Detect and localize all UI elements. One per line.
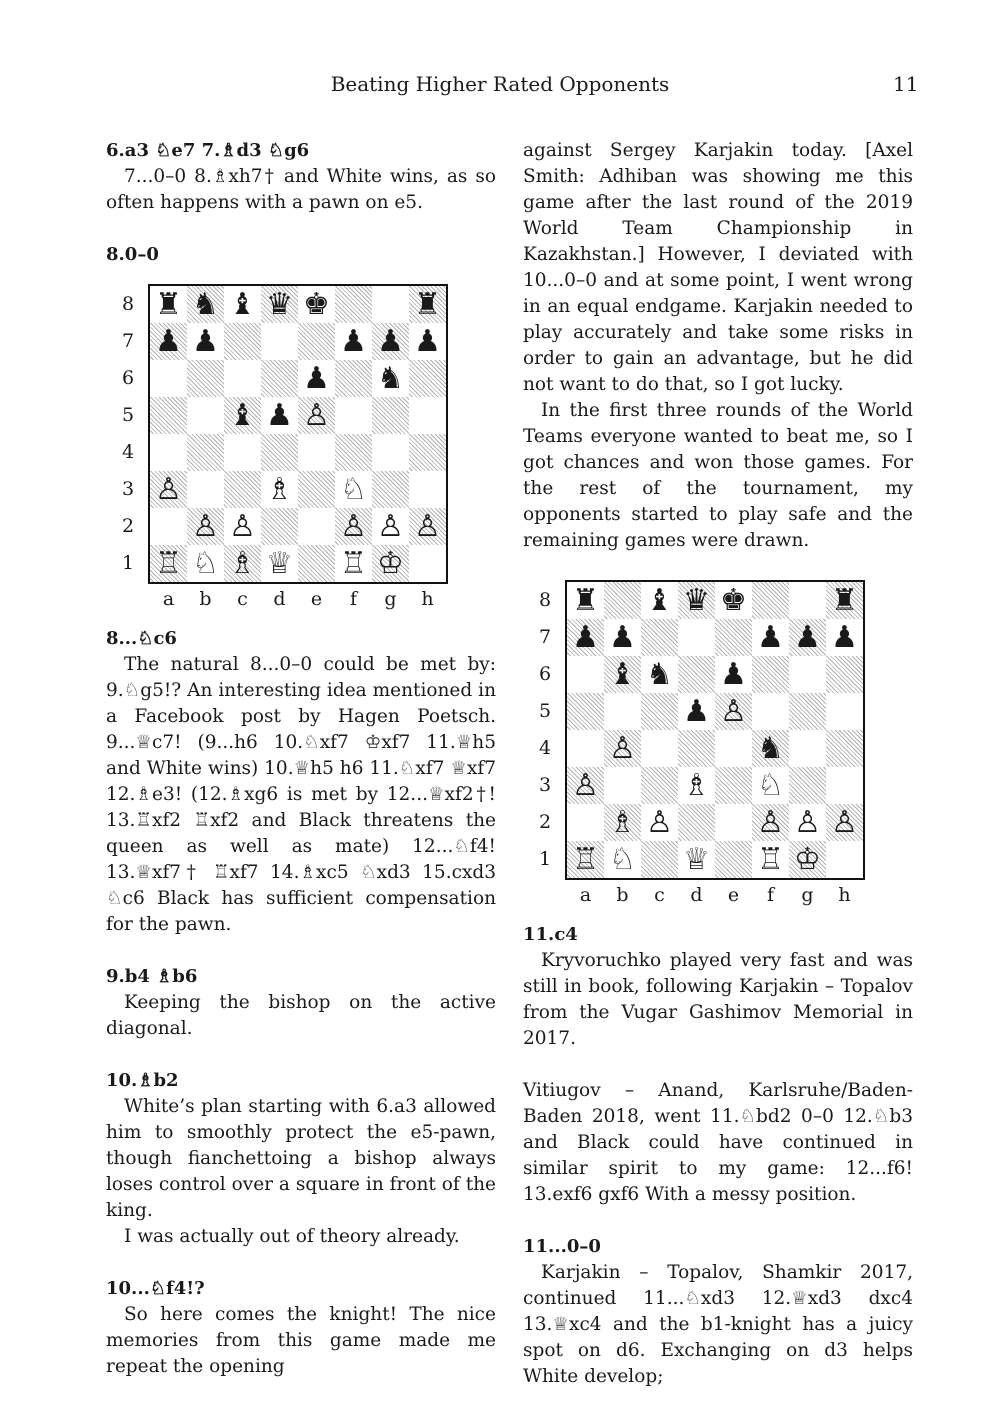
board-square: ♘ (757, 767, 784, 803)
board-square: ♟ (789, 619, 826, 656)
board-square (715, 804, 752, 841)
rank-label: 1 (121, 552, 135, 574)
board-square: ♙ (826, 804, 863, 841)
rank-label: 8 (121, 293, 135, 315)
board-square: ♛ (678, 582, 715, 619)
board-square: ♙ (298, 397, 335, 434)
board-square: ♙ (646, 804, 673, 840)
board-square: ♟ (567, 619, 604, 656)
board-square (641, 693, 678, 730)
board-square (826, 841, 863, 878)
board-square: ♜ (155, 286, 182, 322)
board-square: ♙ (715, 693, 752, 730)
board-square: ♕ (266, 545, 293, 581)
rank-label: 1 (538, 848, 552, 870)
board-square: ♗ (224, 545, 261, 582)
board-square (372, 434, 409, 471)
board-square (567, 730, 604, 767)
board-square: ♙ (409, 508, 446, 545)
board-square (641, 730, 678, 767)
board-square: ♟ (150, 323, 187, 360)
board-square (298, 323, 335, 360)
board-square (298, 471, 335, 508)
rank-label: 3 (538, 774, 552, 796)
board-square: ♞ (187, 286, 224, 323)
board-square (298, 434, 335, 471)
board-square (678, 619, 715, 656)
left-column (106, 138, 496, 1380)
board-square (678, 656, 715, 693)
board-square (224, 434, 261, 471)
board-square (298, 508, 335, 545)
rank-label: 4 (538, 737, 552, 759)
board-square: ♞ (646, 656, 673, 692)
board-square (409, 397, 446, 434)
board-square: ♚ (720, 582, 747, 618)
board-square (715, 619, 752, 656)
file-label: c (237, 588, 248, 610)
board-square (187, 360, 224, 397)
board-square: ♜ (826, 582, 863, 619)
file-label: a (162, 588, 175, 610)
board-square (150, 508, 187, 545)
rank-labels (118, 286, 138, 582)
board-square (641, 767, 678, 804)
file-label: e (727, 884, 740, 906)
board-square (187, 471, 224, 508)
board-square: ♟ (757, 619, 784, 655)
chess-diagram-1 (106, 284, 496, 610)
board-square: ♙ (335, 508, 372, 545)
page-number: 11 (893, 72, 919, 96)
move-heading: 10...♘f4!? (106, 1278, 205, 1299)
board-square (752, 656, 789, 693)
board-square (567, 804, 604, 841)
board-square (826, 730, 863, 767)
paragraph: Keeping the bishop on the active diagonal. (106, 992, 496, 1039)
board-square (789, 656, 826, 693)
board-square (187, 434, 224, 471)
board-square (224, 471, 261, 508)
board-square: ♘ (192, 545, 219, 581)
board-square (789, 767, 826, 804)
file-label: f (766, 884, 775, 906)
file-label: d (273, 588, 286, 610)
rank-label: 5 (121, 404, 135, 426)
board-square (789, 582, 826, 619)
board-square (678, 730, 715, 767)
paragraph: I was actually out of theory already. (124, 1226, 460, 1247)
board-square (261, 508, 298, 545)
file-label: b (616, 884, 629, 906)
board-square (752, 582, 789, 619)
board-square (298, 545, 335, 582)
board-square: ♟ (372, 323, 409, 360)
board-square: ♙ (604, 730, 641, 767)
rank-label: 5 (538, 700, 552, 722)
board-square (604, 693, 641, 730)
paragraph: The natural 8...0–0 could be met by: 9.♘g5!? An interesting idea mentioned in a Facebook post by Hagen Poetsch. 9...♕c7! (9...h6 10.♘xf7 ♔xf7 11.♕h5 and White wins) 10.♕h5 h6 11.♘xf7 ♕xf7 12.♗e3! (12.♗xg6 is met by 12...♕xf2†! 13.♖xf2 ♖xf2 and Black threatens the queen as well as mate) 12...♘f4! 13.♕xf7† ♖xf7 14.♗xc5 ♘xd3 15.cxd3 ♘c6 Black has sufficient compensation for the pawn. (106, 654, 496, 935)
file-label: c (654, 884, 665, 906)
board-square: ♟ (192, 323, 219, 359)
paragraph: Kryvoruchko played very fast and was still in book, following Karjakin – Topalov from the Vugar Gashimov Memorial in 2017. (523, 950, 913, 1049)
file-labels (567, 884, 913, 906)
board-square (372, 286, 409, 323)
move-heading: 11...0–0 (523, 1236, 601, 1257)
board-square (826, 656, 863, 693)
board-square (715, 841, 752, 878)
board-square: ♗ (604, 804, 641, 841)
rank-label: 7 (121, 330, 135, 352)
board-square (335, 397, 372, 434)
paragraph: So here comes the knight! The nice memories from this game made me repeat the opening (106, 1304, 496, 1377)
board-square (261, 323, 298, 360)
rank-label: 6 (121, 367, 135, 389)
board-square: ♗ (266, 471, 293, 507)
move-heading: 8.0–0 (106, 244, 159, 265)
board-square (224, 360, 261, 397)
board-square (409, 360, 446, 397)
board-square: ♖ (340, 545, 367, 581)
board-square (261, 360, 298, 397)
board-square (335, 286, 372, 323)
board-square (604, 582, 641, 619)
file-label: h (421, 588, 434, 610)
board-square (224, 323, 261, 360)
board-square: ♞ (752, 730, 789, 767)
paragraph: Vitiugov – Anand, Karlsruhe/Baden-Baden 2018, went 11.♘bd2 0–0 12.♘b3 and Black could have continued in similar spirit to my game: 12...f6! 13.exf6 gxf6 With a messy position. (523, 1080, 913, 1205)
board-square: ♔ (372, 545, 409, 582)
board-square (409, 471, 446, 508)
move-heading: 6.a3 ♘e7 7.♗d3 ♘g6 (106, 140, 310, 161)
board-square (335, 360, 372, 397)
rank-label: 6 (538, 663, 552, 685)
board-square: ♟ (266, 397, 293, 433)
board-square: ♜ (572, 582, 599, 618)
board-square (752, 693, 789, 730)
file-label: g (801, 884, 814, 906)
paragraph: against Sergey Karjakin today. [Axel Smith: Adhiban was showing me this game after the last round of the 2019 World Team Championship in Kazakhstan.] However, I deviated with 10...0–0 and at some point, I went wrong in an equal endgame. Karjakin needed to play accurately and take some risks in order to gain an advantage, but he did not want to do that, so I got lucky. (523, 140, 913, 395)
move-heading: 8...♘c6 (106, 628, 177, 649)
board-square (372, 397, 409, 434)
board-square: ♟ (683, 693, 710, 729)
board-square: ♟ (340, 323, 367, 359)
board-square: ♝ (229, 286, 256, 322)
board-square: ♝ (604, 656, 641, 693)
board-square: ♟ (720, 656, 747, 692)
chess-diagram-2 (523, 580, 913, 906)
paragraph: 7...0–0 8.♗xh7† and White wins, as so often happens with a pawn on e5. (106, 166, 496, 213)
rank-label: 8 (538, 589, 552, 611)
board-square (261, 434, 298, 471)
board-square: ♙ (229, 508, 256, 544)
board-square (678, 804, 715, 841)
board-square (715, 767, 752, 804)
rank-label: 4 (121, 441, 135, 463)
board-square: ♙ (377, 508, 404, 544)
board-square: ♘ (609, 841, 636, 877)
file-labels (150, 588, 496, 610)
board-square (372, 471, 409, 508)
rank-label: 2 (538, 811, 552, 833)
board-square (335, 434, 372, 471)
board-square: ♙ (567, 767, 604, 804)
board-square (150, 360, 187, 397)
board-square: ♝ (224, 397, 261, 434)
board-square (789, 730, 826, 767)
file-label: a (579, 884, 592, 906)
board-square (641, 619, 678, 656)
board-square (789, 693, 826, 730)
paragraph: White’s plan starting with 6.a3 allowed him to smoothly protect the e5-pawn, though fianchettoing a bishop always loses control over a square in front of the king. (106, 1096, 496, 1221)
board-square: ♟ (831, 619, 858, 655)
file-label: d (690, 884, 703, 906)
board-square (567, 693, 604, 730)
board-square: ♚ (303, 286, 330, 322)
board-square (150, 434, 187, 471)
file-label: e (310, 588, 323, 610)
board-square: ♙ (187, 508, 224, 545)
board-square: ♗ (683, 767, 710, 803)
move-heading: 9.b4 ♗b6 (106, 966, 198, 987)
paragraph: In the first three rounds of the World Teams everyone wanted to beat me, so I got chances and won those games. For the rest of the tournament, my opponents started to play safe and the remaining games were drawn. (523, 400, 913, 551)
rank-label: 7 (538, 626, 552, 648)
right-column (523, 138, 913, 1390)
move-heading: 11.c4 (523, 924, 578, 945)
board-square: ♘ (340, 471, 367, 507)
board-square: ♞ (377, 360, 404, 396)
file-label: g (384, 588, 397, 610)
file-label: b (199, 588, 212, 610)
board-square: ♖ (150, 545, 187, 582)
board-square: ♛ (261, 286, 298, 323)
move-heading: 10.♗b2 (106, 1070, 179, 1091)
paragraph: Karjakin – Topalov, Shamkir 2017, continued 11...♘xd3 12.♕xd3 dxc4 13.♕xc4 and the b1-knight has a juicy spot on d6. Exchanging on d3 helps White develop; (523, 1262, 913, 1387)
chess-board (148, 284, 448, 584)
board-square (409, 434, 446, 471)
chess-board (565, 580, 865, 880)
board-square (604, 767, 641, 804)
board-square: ♝ (646, 582, 673, 618)
file-label: f (349, 588, 358, 610)
board-square: ♙ (794, 804, 821, 840)
rank-label: 2 (121, 515, 135, 537)
board-square (409, 545, 446, 582)
board-square (826, 693, 863, 730)
board-square (641, 841, 678, 878)
board-square: ♟ (414, 323, 441, 359)
board-square: ♟ (609, 619, 636, 655)
board-square (715, 730, 752, 767)
board-square (150, 397, 187, 434)
board-square: ♙ (150, 471, 187, 508)
file-label: h (838, 884, 851, 906)
board-square: ♙ (752, 804, 789, 841)
board-square (187, 397, 224, 434)
board-square (826, 767, 863, 804)
board-square: ♔ (789, 841, 826, 878)
header-title: Beating Higher Rated Opponents (330, 72, 670, 96)
board-square: ♕ (683, 841, 710, 877)
rank-labels (535, 582, 555, 878)
board-square (567, 656, 604, 693)
board-square: ♖ (567, 841, 604, 878)
board-square: ♜ (409, 286, 446, 323)
board-square: ♟ (303, 360, 330, 396)
rank-label: 3 (121, 478, 135, 500)
board-square: ♖ (757, 841, 784, 877)
